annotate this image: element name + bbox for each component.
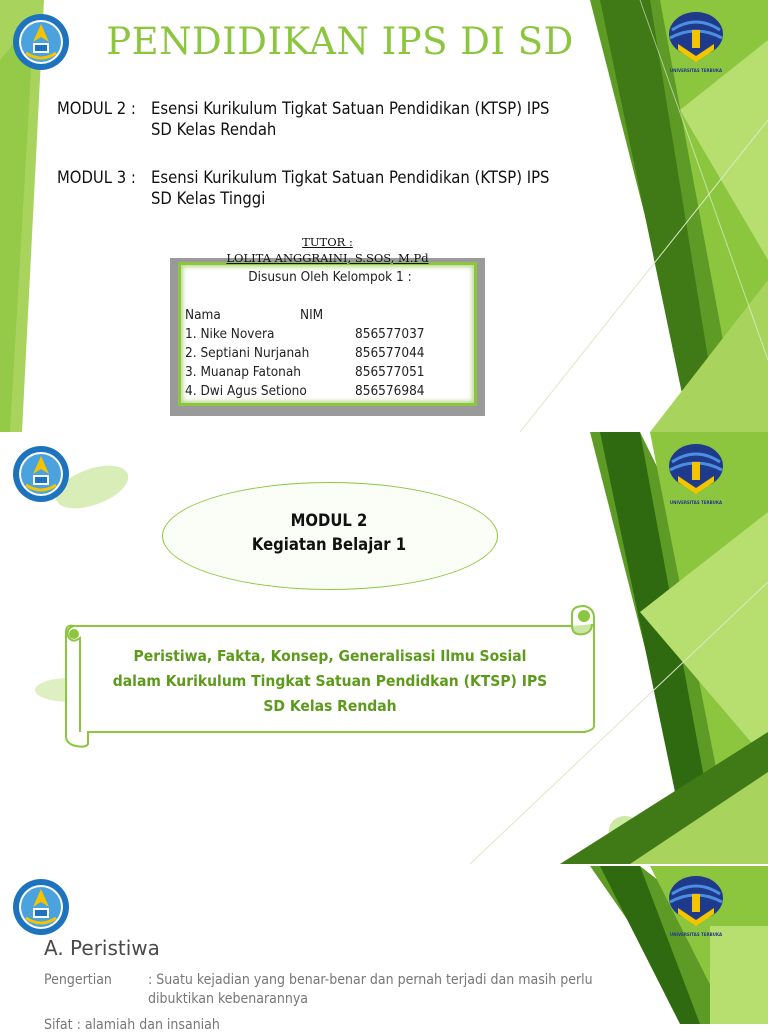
definition-text (148, 971, 688, 1009)
tut-wuri-handayani-logo-icon (12, 445, 70, 503)
modul-2-line-1: Esensi Kurikulum Tigkat Satuan Pendidikan (KTSP) IPS (151, 99, 550, 118)
tutor-label: TUTOR : (302, 235, 353, 249)
slide-3 (0, 866, 768, 1033)
definition-term: Pengertian (44, 972, 112, 988)
section-title: A. Peristiwa (44, 936, 160, 960)
modul-3-line-1: Esensi Kurikulum Tigkat Satuan Pendidikan (KTSP) IPS (151, 168, 550, 187)
scroll-line-3: SD Kelas Rendah (263, 697, 397, 715)
member-name: Muanap Fatonah (200, 364, 302, 380)
oval-line-1: MODUL 2 (290, 511, 368, 530)
cut-off-line: Sifat : alamiah dan insaniah (44, 1017, 220, 1033)
column-nim-header: NIM (300, 307, 324, 323)
definition-line-2: dibuktikan kebenarannya (148, 991, 308, 1007)
oval-line-2: Kegiatan Belajar 1 (251, 535, 407, 554)
member-nim: 856577051 (355, 364, 425, 380)
composed-by: Disusun Oleh Kelompok 1 : (248, 269, 412, 285)
scroll-line-1: Peristiwa, Fakta, Konsep, Generalisasi Ilmu Sosial (133, 647, 527, 665)
modul-2-prefix: MODUL 2 : (57, 99, 136, 118)
tut-wuri-handayani-logo-icon (12, 878, 70, 936)
universitas-terbuka-logo (656, 442, 736, 504)
member-number: 3. (185, 364, 197, 380)
member-nim: 856577037 (355, 326, 425, 342)
page-title: PENDIDIKAN IPS DI SD (106, 20, 574, 63)
modul-3-description (57, 167, 637, 209)
column-name-header: Nama (185, 307, 221, 323)
ut-logo-label: UNIVERSITAS TERBUKA (669, 500, 723, 505)
scroll-line-2: dalam Kurikulum Tingkat Satuan Pendidkan (KTSP) IPS (112, 672, 548, 690)
member-name: Dwi Agus Setiono (200, 383, 307, 399)
member-name: Nike Novera (200, 326, 275, 342)
member-row (185, 383, 307, 399)
definition-line-1: : Suatu kejadian yang benar-benar dan pernah terjadi dan masih perlu (148, 972, 593, 988)
slide-1 (0, 0, 768, 432)
ut-logo-label: UNIVERSITAS TERBUKA (669, 932, 723, 937)
member-number: 4. (185, 383, 197, 399)
member-name: Septiani Nurjanah (200, 345, 310, 361)
modul-2-description (57, 98, 637, 140)
modul-2-line-2: SD Kelas Rendah (151, 120, 277, 139)
member-row (185, 326, 274, 342)
member-row (185, 345, 309, 361)
oval-title (162, 509, 496, 557)
universitas-terbuka-logo-icon (656, 10, 736, 64)
modul-3-prefix: MODUL 3 : (57, 168, 136, 187)
modul-3-line-2: SD Kelas Tinggi (151, 189, 266, 208)
universitas-terbuka-logo-icon (656, 442, 736, 496)
ut-logo-label: UNIVERSITAS TERBUKA (669, 68, 723, 73)
member-nim: 856577044 (355, 345, 425, 361)
member-nim: 856576984 (355, 383, 425, 399)
member-row (185, 364, 301, 380)
universitas-terbuka-logo-icon (656, 874, 736, 928)
slide-2 (0, 432, 768, 864)
universitas-terbuka-logo (656, 10, 736, 72)
tutor-name: LOLITA ANGGRAINI, S.SOS, M.Pd (226, 251, 429, 265)
member-number: 1. (185, 326, 197, 342)
member-number: 2. (185, 345, 197, 361)
scroll-banner-text (80, 644, 580, 719)
universitas-terbuka-logo (656, 874, 736, 936)
